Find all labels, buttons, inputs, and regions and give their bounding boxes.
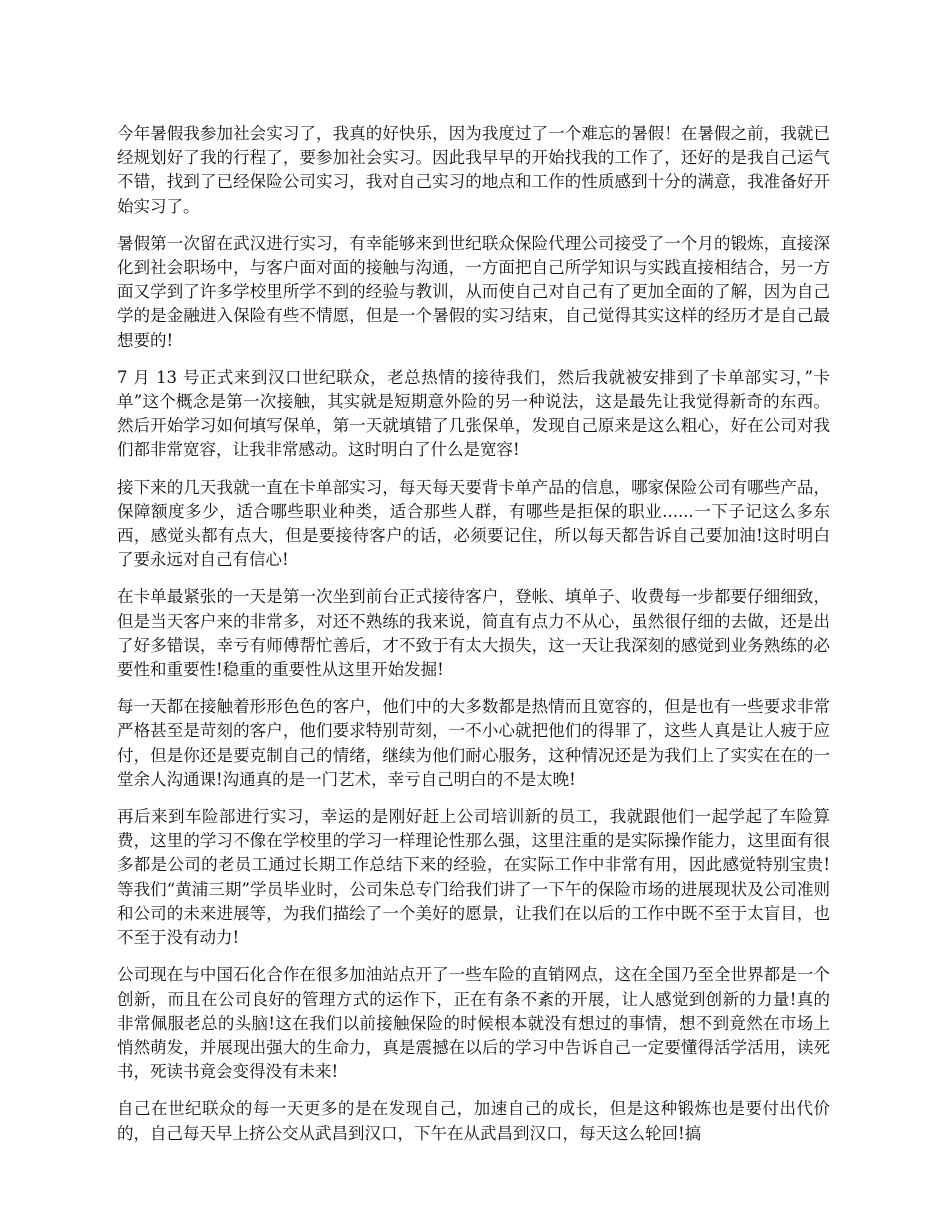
paragraph-6: 每一天都在接触着形形色色的客户，他们中的大多数都是热情而且宽容的，但是也有一些要求非常严格甚至是苛刻的客户，他们要求特别苛刻，一不小心就把他们的得罪了，这些人真是让人疲于应付，但是你还是要克制自己的情绪，继续为他们耐心服务，这种情况还是为我们上了实实在在的一堂余人沟通课!沟通真的是一门艺术，幸亏自己明白的不是太晚! [117, 697, 830, 789]
paragraph-2: 暑假第一次留在武汉进行实习，有幸能够来到世纪联众保险代理公司接受了一个月的锻炼，直接深化到社会职场中，与客户面对面的接触与沟通，一方面把自己所学知识与实践直接相结合，另一方面又学到了许多学校里所学不到的经验与教训，从而使自己对自己有了更加全面的了解，因为自己学的是金融进入保险有些不情愿，但是一个暑假的实习结束，自己觉得其实这样的经历才是自己最想要的! [117, 233, 830, 350]
paragraph-8: 公司现在与中国石化合作在很多加油站点开了一些车险的直销网点，这在全国乃至全世界都是一个创新，而且在公司良好的管理方式的运作下，正在有条不紊的开展，让人感觉到创新的力量!真的非常佩服老总的头脑!这在我们以前接触保险的时候根本就没有想过的事情，想不到竟然在市场上悄然萌发，并展现出强大的生命力，真是震撼在以后的学习中告诉自己一定要懂得活学活用，读死书，死读书竟会变得没有未来! [117, 965, 830, 1082]
paragraph-3: 7 月 13 号正式来到汉口世纪联众，老总热情的接待我们，然后我就被安排到了卡单部实习，”卡单”这个概念是第一次接触，其实就是短期意外险的另一种说法，这是最先让我觉得新奇的东西。然后开始学习如何填写保单，第一天就填错了几张保单，发现自己原来是这么粗心，好在公司对我们都非常宽容，让我非常感动。这时明白了什么是宽容! [117, 367, 830, 460]
paragraph-5: 在卡单最紧张的一天是第一次坐到前台正式接待客户，登帐、填单子、收费每一步都要仔细细致，但是当天客户来的非常多，对还不熟练的我来说，简直有点力不从心，虽然很仔细的去做，还是出了好多错误，幸亏有师傅帮忙善后，才不致于有太大损失，这一天让我深刻的感觉到业务熟练的必要性和重要性!稳重的重要性从这里开始发掘! [117, 587, 830, 680]
paragraph-4: 接下来的几天我就一直在卡单部实习，每天每天要背卡单产品的信息，哪家保险公司有哪些产品，保障额度多少，适合哪些职业种类，适合那些人群，有哪些是拒保的职业......一下子记这么多东西，感觉头都有点大，但是要接待客户的话，必须要记住，所以每天都告诉自己要加油!这时明白了要永远对自己有信心! [117, 477, 830, 570]
paragraph-7: 再后来到车险部进行实习，幸运的是刚好赶上公司培训新的员工，我就跟他们一起学起了车险算费，这里的学习不像在学校里的学习一样理论性那么强，这里注重的是实际操作能力，这里面有很多都是公司的老员工通过长期工作总结下来的经验，在实际工作中非常有用，因此感觉特别宝贵!等我们“黄浦三期”学员毕业时，公司朱总专门给我们讲了一下午的保险市场的进展现状及公司准则和公司的未来进展等，为我们描绘了一个美好的愿景，让我们在以后的工作中既不至于太盲目，也不至于没有动力! [117, 807, 830, 948]
document-page [117, 122, 830, 1159]
paragraph-9: 自己在世纪联众的每一天更多的是在发现自己，加速自己的成长，但是这种锻炼也是要付出代价的，自己每天早上挤公交从武昌到汉口，下午在从武昌到汉口，每天这么轮回!搞 [117, 1099, 830, 1143]
paragraph-1: 今年暑假我参加社会实习了，我真的好快乐，因为我度过了一个难忘的暑假！在暑假之前，我就已经规划好了我的行程了，要参加社会实习。因此我早早的开始找我的工作了，还好的是我自己运气不错，找到了已经保险公司实习，我对自己实习的地点和工作的性质感到十分的满意，我准备好开始实习了。 [117, 124, 830, 216]
